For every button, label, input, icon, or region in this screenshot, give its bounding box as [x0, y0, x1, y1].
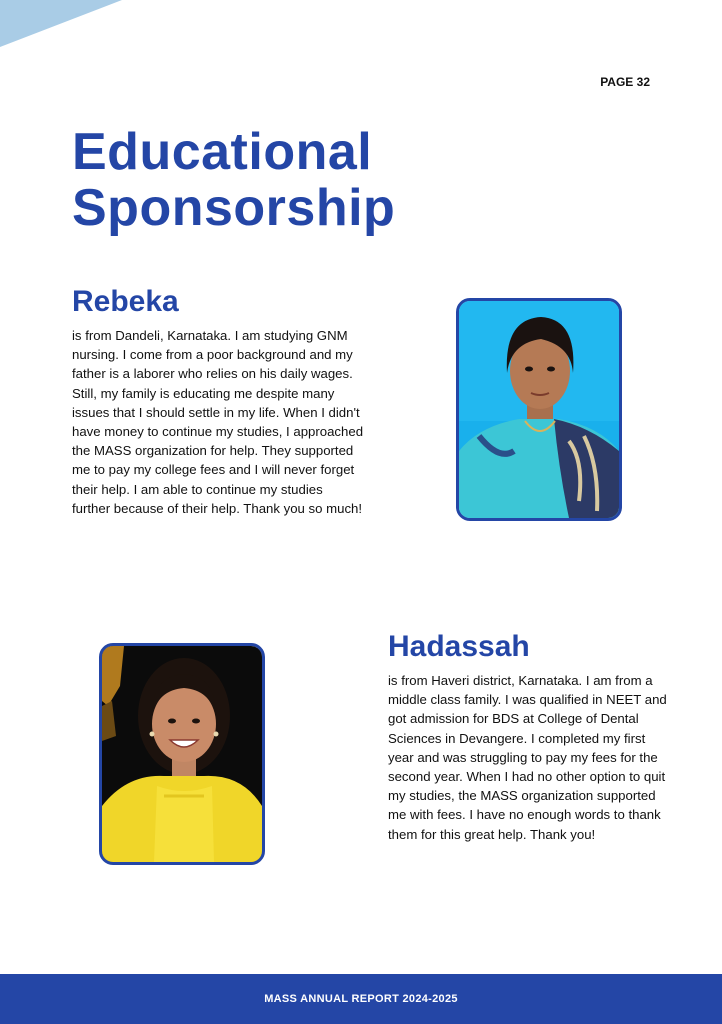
- portrait-rebeka-image: [459, 301, 619, 518]
- photo-rebeka: [456, 298, 622, 521]
- profile-name-rebeka: Rebeka: [72, 285, 179, 318]
- profile-story-rebeka: is from Dandeli, Karnataka. I am studying GNM nursing. I come from a poor background and my father is a laborer who relies on his daily wages. Still, my family is educating me despite many issues that I should settle in my life. When I didn't have money to continue my studies, I approached the MASS organization for help. They supported me to pay my college fees and I will never forget their help. I am able to continue my studies further because of their help. Thank you so much!: [72, 328, 364, 516]
- photo-hadassah: [99, 643, 265, 865]
- profile-name-hadassah: Hadassah: [388, 630, 530, 663]
- page-title-line1: Educational: [72, 123, 373, 181]
- corner-decoration: [0, 0, 130, 50]
- page-title: [72, 124, 395, 236]
- page-title-line2: Sponsorship: [72, 179, 396, 237]
- footer-text: MASS ANNUAL REPORT 2024-2025: [264, 993, 458, 1005]
- profile-story-hadassah: is from Haveri district, Karnataka. I am from a middle class family. I was qualified in NEET and got admission for BDS at College of Dental Sciences in Devangere. I completed my first year and was struggling to pay my fees for the second year. When I had no other option to quit my studies, the MASS organization supported me with fees. I have no enough words to thank them for this great help. Thank you!: [388, 673, 667, 842]
- portrait-hadassah-image: [102, 646, 262, 862]
- page-number: PAGE 32: [600, 75, 650, 89]
- footer-bar: [0, 974, 722, 1024]
